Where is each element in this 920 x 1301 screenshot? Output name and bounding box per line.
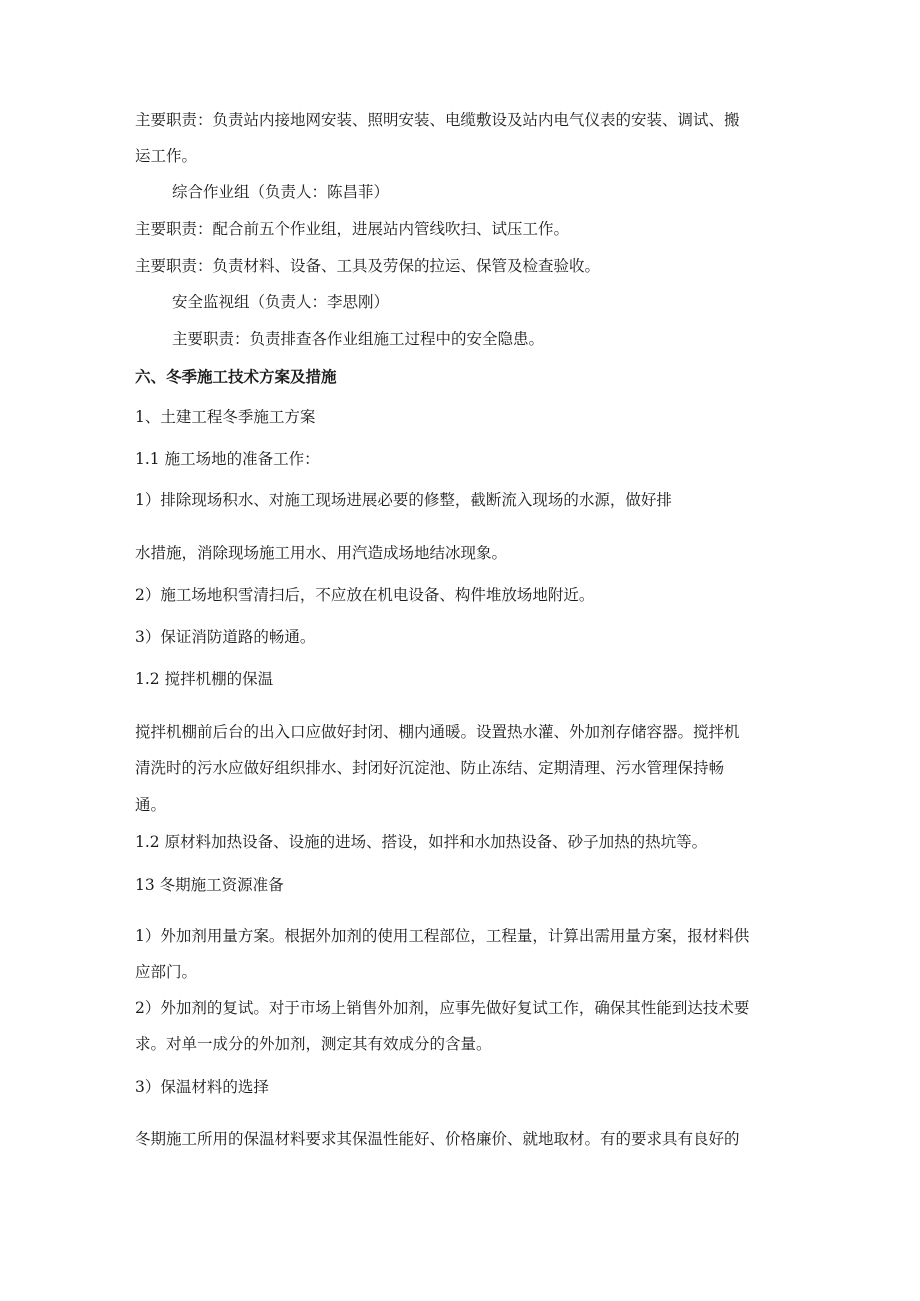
subsection-heading: 1.1 施工场地的准备工作： — [135, 450, 320, 468]
text-line: 冬期施工所用的保温材料要求其保温性能好、价格廉价、就地取材。有的要求具有良好的 — [135, 1130, 740, 1148]
text-line: 1）排除现场积水、对施工现场进展必要的修整，截断流入现场的水源，做好排 — [135, 491, 672, 509]
text-line: 1.2 原材料加热设备、设施的进场、搭设，如拌和水加热设备、砂子加热的热坑等。 — [135, 833, 708, 851]
section-heading: 综合作业组（负责人：陈昌菲） — [172, 183, 390, 201]
text-line: 主要职责：配合前五个作业组，进展站内管线吹扫、试压工作。 — [135, 220, 570, 238]
text-line: 主要职责：负责站内接地网安装、照明安装、电缆敷设及站内电气仪表的安装、调试、搬 — [135, 111, 740, 129]
text-line: 1）外加剂用量方案。根据外加剂的使用工程部位，工程量，计算出需用量方案，报材料供 — [135, 927, 750, 945]
text-line: 清洗时的污水应做好组织排水、封闭好沉淀池、防止冻结、定期清理、污水管理保持畅 — [135, 759, 725, 777]
text-line: 水措施，消除现场施工用水、用汽造成场地结冰现象。 — [135, 544, 508, 562]
text-line: 通。 — [135, 796, 167, 814]
subsection-heading: 13 冬期施工资源准备 — [135, 876, 284, 894]
section-heading: 1、土建工程冬季施工方案 — [135, 408, 316, 426]
section-heading: 安全监视组（负责人：李思刚） — [172, 293, 390, 311]
subsection-heading: 1.2 搅拌机棚的保温 — [135, 670, 274, 688]
text-line: 主要职责：负责材料、设备、工具及劳保的拉运、保管及检查验收。 — [135, 257, 601, 275]
text-line: 主要职责：负责排查各作业组施工过程中的安全隐患。 — [172, 330, 545, 348]
text-line: 运工作。 — [135, 147, 198, 165]
text-line: 求。对单一成分的外加剂，测定其有效成分的含量。 — [135, 1035, 492, 1053]
text-line: 2）施工场地积雪清扫后，不应放在机电设备、构件堆放场地附近。 — [135, 586, 595, 604]
text-line: 3）保证消防道路的畅通。 — [135, 628, 316, 646]
chapter-heading: 六、冬季施工技术方案及措施 — [135, 367, 337, 386]
text-line: 应部门。 — [135, 963, 198, 981]
subsection-heading: 3）保温材料的选择 — [135, 1078, 269, 1096]
text-line: 搅拌机棚前后台的出入口应做好封闭、棚内通暖。设置热水灌、外加剂存储容器。搅拌机 — [135, 723, 740, 741]
text-line: 2）外加剂的复试。对于市场上销售外加剂，应事先做好复试工作，确保其性能到达技术要 — [135, 999, 750, 1017]
